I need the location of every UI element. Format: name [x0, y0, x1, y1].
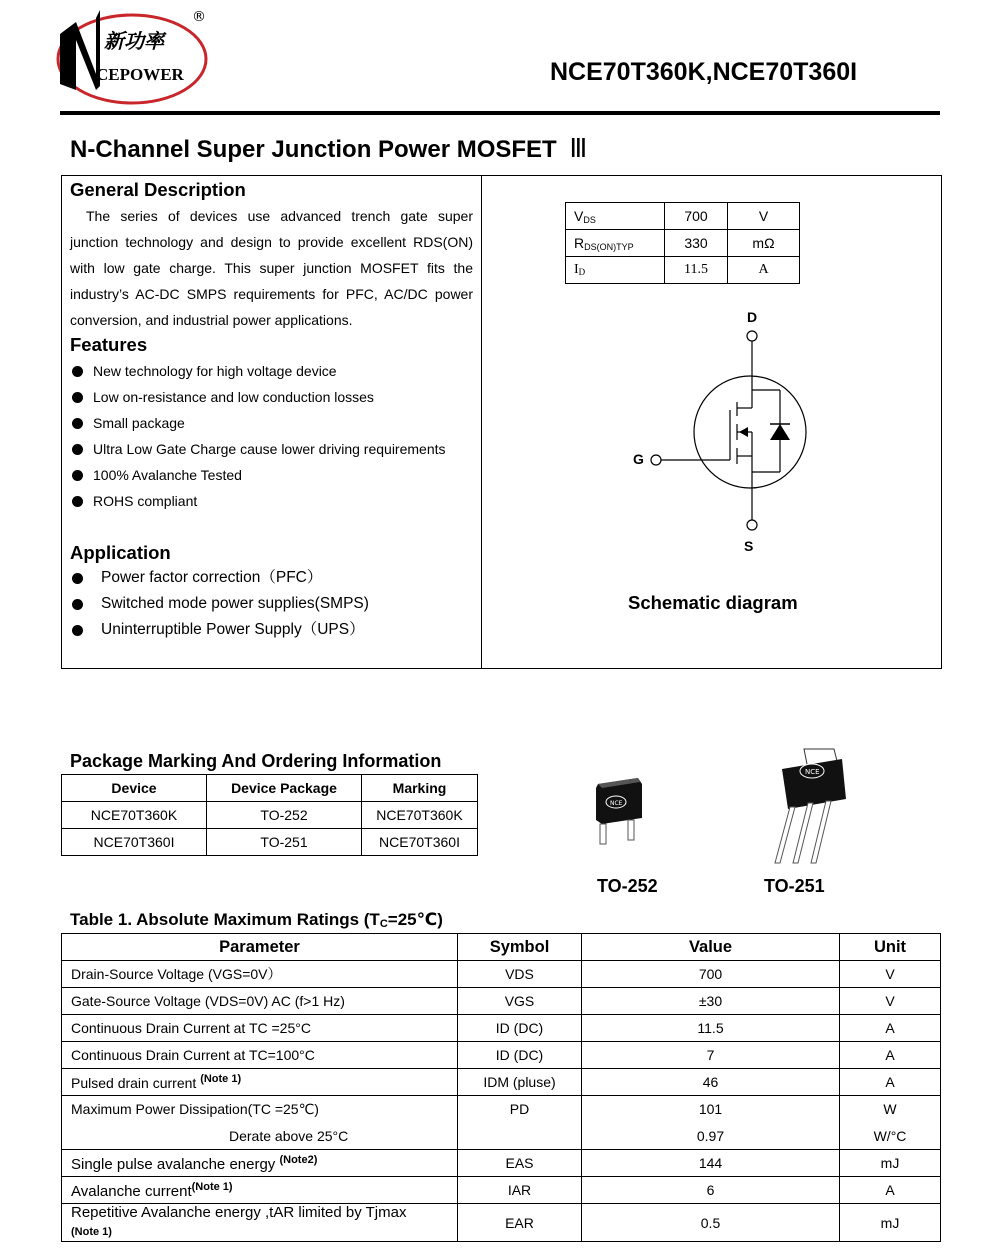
table-row: Repetitive Avalanche energy ,tAR limited by Tjmax (Note 1) EAR 0.5 mJ — [62, 1204, 941, 1242]
table-header-row: Parameter Symbol Value Unit — [62, 934, 941, 961]
bullet-icon — [72, 418, 83, 429]
feature-item: ROHS compliant — [72, 488, 446, 514]
application-item: Power factor correction（PFC） — [72, 565, 369, 591]
spec-row-rds: $R_{DS(ON)TYP}$ 330 mΩ — [566, 230, 800, 257]
pin-label-source: S — [744, 538, 754, 554]
svg-text:NCE: NCE — [805, 768, 820, 776]
spec-row-id: $I_D$ 11.5 A — [566, 257, 800, 284]
bullet-icon — [72, 599, 83, 610]
pin-label-gate: G — [633, 451, 644, 467]
feature-item: New technology for high voltage device — [72, 358, 446, 384]
table-row: Continuous Drain Current at TC =25°C ID (DC) 11.5 A — [62, 1015, 941, 1042]
schematic-caption: Schematic diagram — [628, 592, 798, 613]
general-description-heading: General Description — [70, 179, 246, 200]
package-info-heading: Package Marking And Ordering Information — [70, 751, 442, 771]
table-header-row: Device Device Package Marking — [62, 775, 478, 802]
table-row: Continuous Drain Current at TC=100°C ID (DC) 7 A — [62, 1042, 941, 1069]
bullet-icon — [72, 573, 83, 584]
table-row: Maximum Power Dissipation(TC =25℃) PD 101 W — [62, 1096, 941, 1123]
pin-label-drain: D — [747, 309, 758, 325]
to252-package-image — [588, 770, 648, 850]
ncepower-logo — [52, 4, 212, 106]
mosfet-schematic-symbol — [620, 300, 820, 560]
bullet-icon — [72, 392, 83, 403]
feature-item: Ultra Low Gate Charge cause lower driving requirements — [72, 436, 446, 462]
feature-item: Small package — [72, 410, 446, 436]
features-heading: Features — [70, 334, 148, 355]
features-list — [72, 358, 446, 514]
table-row: Pulsed drain current $^{(Note 1)}$ IDM (pluse) 46 A — [62, 1069, 941, 1096]
table-row: Derate above 25°C 0.97 W/°C — [62, 1123, 941, 1150]
document-title — [70, 134, 587, 164]
svg-text:新功率: 新功率 — [104, 29, 164, 53]
package-ordering-table — [61, 774, 478, 856]
general-description-text: The series of devices use advanced trench gate super junction technology and design to provide excellent RDS(ON) with low gate charge. This super junction MOSFET fits the industry’s AC-DC SMPS requirements for PFC, AC/DC power conversion, and industrial power applications. — [70, 208, 473, 328]
table-row: Drain-Source Voltage (VGS=0V） VDS 700 V — [62, 961, 941, 988]
document-title-text: N-Channel Super Junction Power MOSFET — [70, 136, 557, 163]
document-title-roman: Ⅲ — [569, 134, 588, 163]
to251-caption: TO-251 — [764, 876, 825, 896]
part-number-title: NCE70T360K,NCE70T360I — [550, 58, 858, 86]
application-item: Uninterruptible Power Supply（UPS） — [72, 617, 369, 643]
table-row: NCE70T360I TO-251 NCE70T360I — [62, 829, 478, 856]
feature-item: 100% Avalanche Tested — [72, 462, 446, 488]
application-heading: Application — [70, 542, 171, 563]
table-row: Single pulse avalanche energy $^{(Note2)}$ EAS 144 mJ — [62, 1150, 941, 1177]
svg-text:CEPOWER: CEPOWER — [96, 65, 184, 84]
header-rule — [60, 111, 940, 115]
application-item: Switched mode power supplies(SMPS) — [72, 591, 369, 617]
feature-item: Low on-resistance and low conduction losses — [72, 384, 446, 410]
bullet-icon — [72, 496, 83, 507]
absolute-max-ratings-table — [61, 933, 941, 1242]
svg-text:®: ® — [192, 9, 206, 25]
svg-text:NCE: NCE — [610, 800, 623, 807]
to251-package-image — [768, 745, 848, 865]
table-row: Gate-Source Voltage (VDS=0V) AC (f>1 Hz) VGS ±30 V — [62, 988, 941, 1015]
bullet-icon — [72, 366, 83, 377]
spec-row-vds: $V_{DS}$ 700 V — [566, 203, 800, 230]
bullet-icon — [72, 470, 83, 481]
overview-divider — [481, 175, 482, 669]
table-row: NCE70T360K TO-252 NCE70T360K — [62, 802, 478, 829]
table-row: Avalanche current$^{(Note 1)}$ IAR 6 A — [62, 1177, 941, 1204]
key-spec-table — [565, 202, 800, 284]
application-list — [72, 565, 369, 643]
bullet-icon — [72, 444, 83, 455]
to252-caption: TO-252 — [597, 876, 658, 896]
table1-title: Table 1. Absolute Maximum Ratings (TC=25℃) — [70, 910, 443, 930]
bullet-icon — [72, 625, 83, 636]
